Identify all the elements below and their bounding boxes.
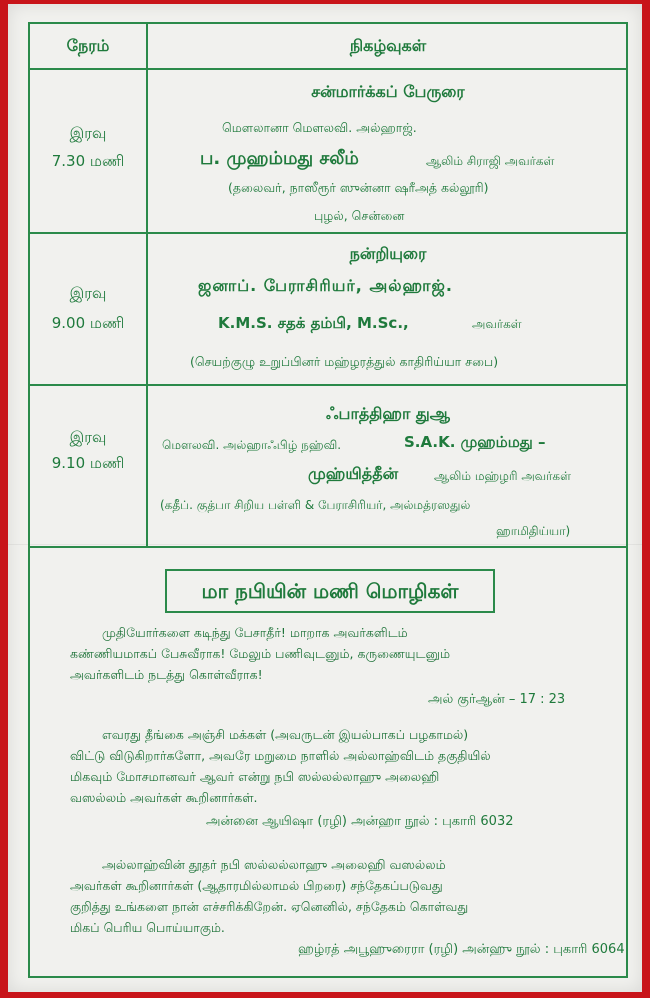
events-column-header: நிகழ்வுகள் — [349, 36, 427, 55]
event-line: ஜனாப். பேராசிரியர், அல்ஹாஜ். — [198, 276, 453, 295]
speaker-name: K.M.S. சதக் தம்பி, M.Sc., — [218, 314, 409, 332]
printed-notice — [8, 4, 642, 992]
event-line: ஆலிம் மஹ்ழரி அவர்கள் — [434, 469, 571, 483]
program-table — [28, 22, 628, 978]
row-time-value: 9.10 மணி — [51, 454, 125, 472]
speaker-name: முஹ்யித்தீன் — [308, 464, 399, 483]
saying-reference: அல் குர்ஆன் – 17 : 23 — [428, 692, 566, 707]
event-line: ஹாமிதிய்யா) — [496, 524, 571, 538]
event-line: (செயற்குழு உறுப்பினர் மஹ்ழரத்துல் காதிரிய்யா சபை) — [190, 354, 499, 369]
event-line: (கதீப். குத்பா சிறிய பள்ளி & பேராசிரியர், அல்மத்ரஸதுல் — [160, 498, 471, 512]
event-line: மௌலானா மௌலவி. அல்ஹாஜ். — [222, 120, 417, 135]
row-time-label: இரவு — [69, 428, 107, 446]
event-line: மௌலவி. அல்ஹாஃபிழ் நஹ்வி. — [162, 438, 342, 452]
row-time-label: இரவு — [69, 124, 107, 142]
speaker-name: ப. முஹம்மது சலீம் — [200, 148, 359, 169]
event-title: ஃபாத்திஹா துஆ — [326, 404, 450, 423]
event-title: நன்றியுரை — [349, 244, 427, 263]
saying-reference: ஹழ்ரத் அபூஹுரைரா (ரழி) அன்ஹு நூல் : புகாரி 6064 — [298, 942, 625, 957]
event-title: சன்மார்க்கப் பேருரை — [311, 82, 465, 101]
event-line: (தலைவர், நாஸீரூர் ஸுன்னா ஷரீஅத் கல்லூரி) — [228, 180, 489, 195]
saying-paragraph: முதியோர்களை கடிந்து பேசாதீர்! மாறாக அவர்களிடம் கண்ணியமாகப் பேசுவீராக! மேலும் பணிவுடனும், கருணையுடனும் அவர்களிடம் நடத்து கொள்வீராக! — [70, 625, 451, 682]
speaker-name: S.A.K. முஹம்மது – — [404, 433, 546, 451]
event-line: ஆலிம் சிராஜி அவர்கள் — [426, 154, 555, 168]
row-time-label: இரவு — [69, 284, 107, 302]
row-time-value: 7.30 மணி — [51, 152, 125, 170]
sayings-title: மா நபியின் மணி மொழிகள் — [165, 569, 495, 613]
saying-reference: அன்னை ஆயிஷா (ரழி) அன்ஹா நூல் : புகாரி 6032 — [206, 814, 514, 829]
time-column-header: நேரம் — [66, 36, 110, 55]
event-line: புழல், சென்னை — [314, 208, 405, 223]
row-time-value: 9.00 மணி — [51, 314, 125, 332]
event-line: அவர்கள் — [472, 317, 522, 331]
saying-paragraph: எவரது தீங்கை அஞ்சி மக்கள் (அவருடன் இயல்பாகப் பழகாமல்) விட்டு விடுகிறார்களோ, அவரே மறுமை நாளில் அல்லாஹ்விடம் தகுதியில் மிகவும் மோசமானவர் ஆவர் என்று நபி ஸல்லல்லாஹு அலைஹி வஸல்லம் அவர்கள் கூறினார்கள். — [70, 727, 491, 805]
saying-paragraph: அல்லாஹ்வின் தூதர் நபி ஸல்லல்லாஹு அலைஹி வஸல்லம் அவர்கள் கூறினார்கள் (ஆதாரமில்லாமல் பிறரை) சந்தேகப்படுவது குறித்து உங்களை நான் எச்சரிக்கிறேன். ஏனெனில், சந்தேகம் கொள்வது மிகப் பெரிய பொய்யாகும். — [70, 857, 469, 935]
